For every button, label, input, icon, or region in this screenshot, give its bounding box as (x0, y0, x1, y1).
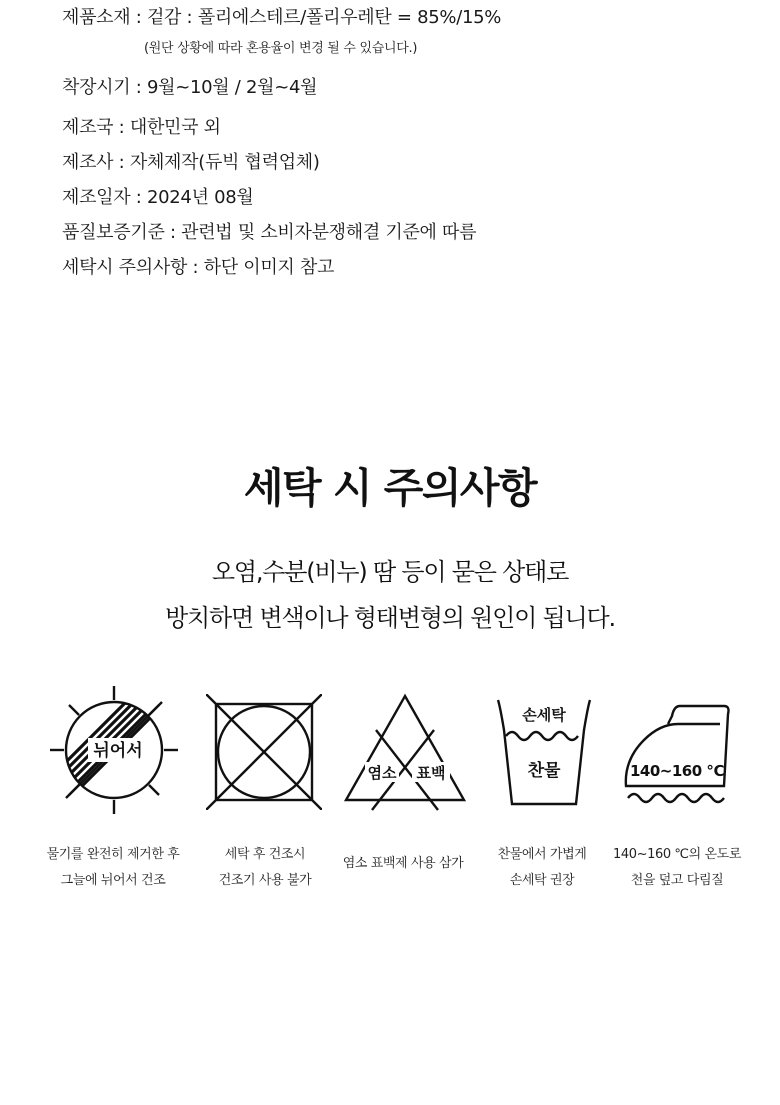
info-date: 제조일자 : 2024년 08월 (62, 187, 254, 208)
shade-dry-icon (48, 684, 180, 820)
info-care-ref: 세탁시 주의사항 : 하단 이미지 참고 (62, 257, 335, 278)
no-tumble-dry-icon (206, 694, 322, 814)
info-season: 착장시기 : 9월~10월 / 2월~4월 (62, 77, 318, 98)
hand-wash-icon (492, 696, 596, 812)
info-maker: 제조사 : 자체제작(듀빅 협력업체) (62, 152, 320, 173)
caption-line: 찬물에서 가볍게 (497, 847, 587, 862)
caption-line: 염소 표백제 사용 삼가 (342, 856, 464, 871)
hand-wash-label-bottom: 찬물 (527, 761, 561, 781)
caption-line: 그늘에 뉘어서 건조 (60, 873, 166, 888)
care-description-line-1: 오염,수분(비누) 땀 등이 묻은 상태로 (211, 558, 569, 586)
hand-wash-label-top: 손세탁 (522, 706, 566, 724)
info-country: 제조국 : 대한민국 외 (62, 117, 221, 138)
iron-icon (620, 700, 736, 808)
bleach-label-left: 염소 (367, 764, 397, 782)
info-warranty: 품질보증기준 : 관련법 및 소비자분쟁해결 기준에 따름 (62, 222, 477, 243)
iron-caption (592, 842, 762, 894)
no-bleach-icon (340, 690, 470, 820)
caption-line: 물기를 완전히 제거한 후 (46, 847, 180, 862)
care-description-line-2: 방치하면 변색이나 형태변형의 원인이 됩니다. (165, 604, 615, 632)
caption-line: 손세탁 권장 (509, 873, 575, 888)
info-material: 제품소재 : 겉감 : 폴리에스테르/폴리우레탄 = 85%/15% (62, 7, 502, 28)
caption-line: 세탁 후 건조시 (224, 847, 306, 862)
iron-label: 140~160 ℃ (629, 762, 725, 780)
care-title: 세탁 시 주의사항 (243, 464, 537, 512)
shade-dry-label: 뉘어서 (93, 741, 143, 761)
caption-line: 천을 덮고 다림질 (630, 873, 724, 888)
shade-dry-caption (28, 842, 198, 894)
bleach-label-right: 표백 (416, 764, 446, 782)
info-material-note: (원단 상황에 따라 혼용율이 변경 될 수 있습니다.) (144, 41, 418, 56)
caption-line: 140~160 ℃의 온도로 (612, 847, 741, 862)
caption-line: 건조기 사용 불가 (218, 873, 312, 888)
